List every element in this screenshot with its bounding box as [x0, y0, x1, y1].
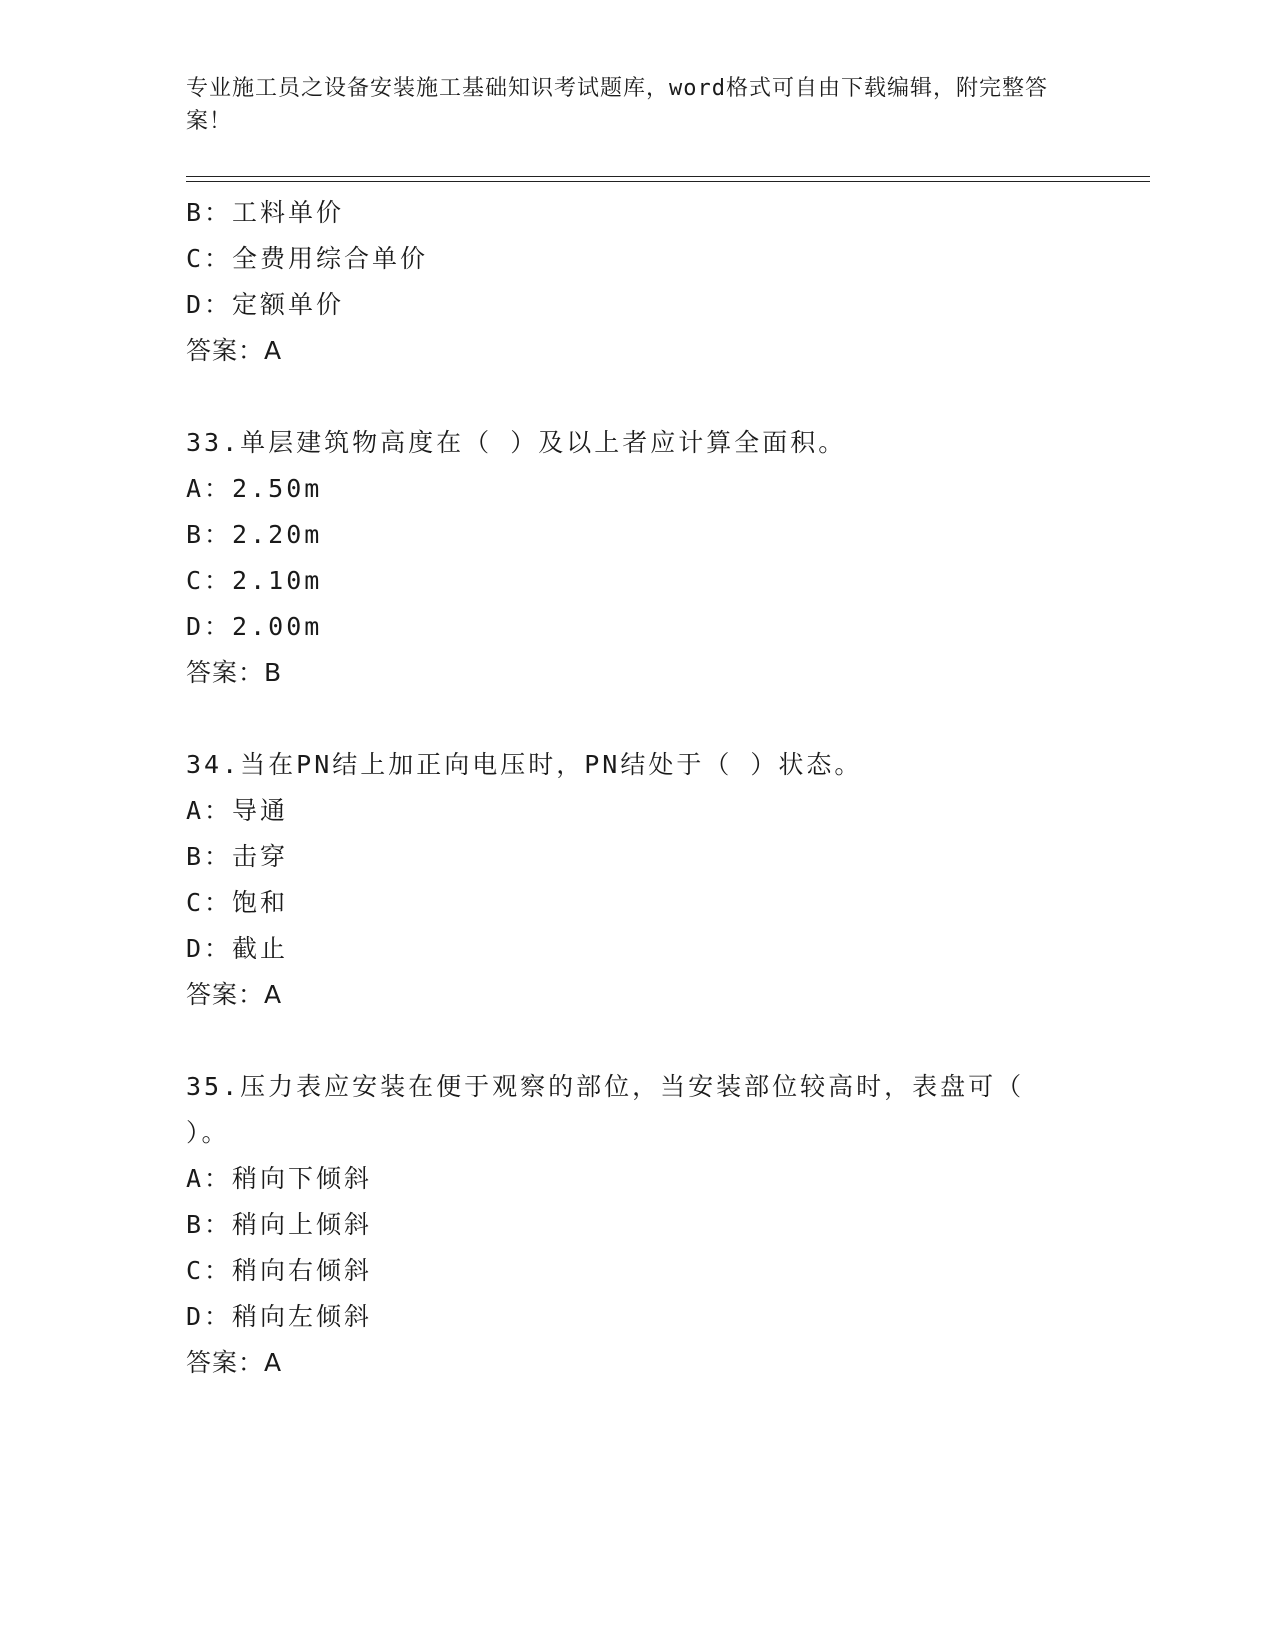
spacer: [186, 374, 1086, 420]
option-b: B：稍向上倾斜: [186, 1210, 373, 1239]
option-c: C：稍向右倾斜: [186, 1256, 373, 1285]
header-title: 专业施工员之设备安装施工基础知识考试题库，word格式可自由下载编辑，附完整答案！: [186, 76, 1048, 134]
question-block-34: [186, 742, 1086, 1018]
header-rule-top: [186, 176, 1150, 177]
question-block-prev: [186, 190, 1086, 374]
question-stem: 33.单层建筑物高度在（ ）及以上者应计算全面积。: [186, 428, 847, 457]
option-d: D：2.00m: [186, 612, 323, 641]
option-a: A：导通: [186, 796, 289, 825]
option-b: B：2.20m: [186, 520, 323, 549]
option-b: B：工料单价: [186, 198, 345, 227]
option-d: D：稍向左倾斜: [186, 1302, 373, 1331]
answer: 答案：B: [186, 658, 283, 687]
option-d: D：定额单价: [186, 290, 345, 319]
header-rule-bottom: [186, 181, 1150, 182]
answer: 答案：A: [186, 1348, 283, 1377]
option-d: D：截止: [186, 934, 289, 963]
option-c: C：全费用综合单价: [186, 244, 429, 273]
question-block-33: [186, 420, 1086, 696]
option-c: C：饱和: [186, 888, 289, 917]
question-stem: 34.当在PN结上加正向电压时，PN结处于（ ）状态。: [186, 750, 863, 779]
question-list: [186, 190, 1086, 1386]
option-b: B：击穿: [186, 842, 289, 871]
spacer: [186, 1018, 1086, 1064]
document-header: [186, 72, 1066, 138]
option-a: A：2.50m: [186, 474, 323, 503]
spacer: [186, 696, 1086, 742]
option-a: A：稍向下倾斜: [186, 1164, 373, 1193]
question-stem: 35.压力表应安装在便于观察的部位，当安装部位较高时，表盘可（ ）。: [186, 1072, 1025, 1147]
option-c: C：2.10m: [186, 566, 323, 595]
question-block-35: [186, 1064, 1086, 1386]
answer: 答案：A: [186, 336, 283, 365]
answer: 答案：A: [186, 980, 283, 1009]
